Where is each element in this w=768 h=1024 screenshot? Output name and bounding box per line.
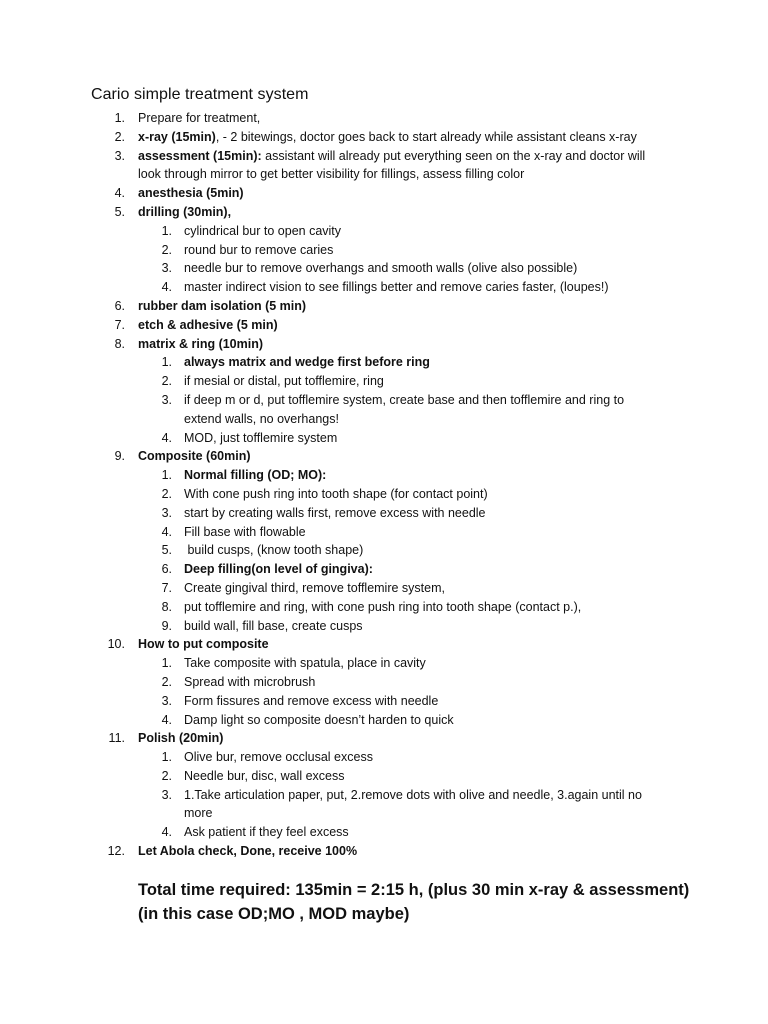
item-text bbox=[138, 316, 668, 335]
list-item bbox=[0, 147, 768, 185]
item-plain-text: Prepare for treatment, bbox=[138, 111, 261, 125]
total-time-summary bbox=[138, 878, 698, 926]
item-bold-text: rubber dam isolation (5 min) bbox=[138, 298, 307, 313]
item-number: 2. bbox=[161, 674, 172, 689]
sub-list-item bbox=[0, 767, 768, 786]
sub-list-item bbox=[0, 560, 768, 579]
item-text bbox=[184, 711, 654, 730]
item-text bbox=[184, 767, 654, 786]
item-bold-text: Let Abola check, Done, receive 100% bbox=[138, 844, 358, 859]
sub-list-item bbox=[0, 617, 768, 636]
item-text bbox=[184, 278, 654, 297]
item-text bbox=[184, 748, 654, 767]
item-plain-text: Ask patient if they feel excess bbox=[184, 825, 349, 840]
item-number: 4. bbox=[161, 524, 172, 539]
sub-list-item bbox=[0, 673, 768, 692]
item-plain-text: Fill base with flowable bbox=[184, 524, 306, 539]
item-number: 1. bbox=[161, 468, 172, 483]
item-plain-text: Spread with microbrush bbox=[184, 674, 316, 689]
item-number: 11. bbox=[108, 731, 125, 746]
item-bold-text: How to put composite bbox=[138, 637, 269, 652]
item-plain-text: round bur to remove caries bbox=[184, 242, 334, 257]
sub-list-item bbox=[0, 541, 768, 560]
item-text bbox=[184, 654, 654, 673]
item-number: 4. bbox=[161, 825, 172, 840]
list-item bbox=[0, 635, 768, 654]
item-number: 6. bbox=[114, 298, 125, 313]
item-text bbox=[184, 673, 654, 692]
item-bold-text: x-ray (15min) bbox=[138, 129, 216, 144]
item-number: 4. bbox=[161, 280, 172, 295]
item-bold-text: assessment (15min): bbox=[138, 148, 262, 163]
item-text bbox=[138, 184, 668, 203]
list-item bbox=[0, 447, 768, 466]
item-number: 3. bbox=[114, 148, 125, 163]
item-number: 3. bbox=[161, 505, 172, 520]
item-text bbox=[184, 541, 654, 560]
item-plain-text: assistant will already put everything seen on the x-ray and doctor will look through mirror to get better visibility for fillings, assess filling color bbox=[138, 148, 649, 182]
item-plain-text: Form fissures and remove excess with needle bbox=[184, 693, 439, 708]
item-plain-text: build wall, fill base, create cusps bbox=[184, 618, 363, 633]
item-plain-text: put tofflemire and ring, with cone push ring into tooth shape (contact p.), bbox=[184, 599, 582, 614]
item-plain-text: MOD, just tofflemire system bbox=[184, 430, 338, 445]
item-plain-text: , - 2 bitewings, doctor goes back to start already while assistant cleans x-ray bbox=[215, 129, 637, 144]
item-bold-text: matrix & ring (10min) bbox=[138, 336, 264, 351]
item-text bbox=[184, 372, 654, 391]
sub-list-item bbox=[0, 485, 768, 504]
item-bold-text: drilling (30min), bbox=[138, 204, 232, 219]
list-item bbox=[0, 203, 768, 222]
sub-list-item bbox=[0, 241, 768, 260]
item-plain-text: start by creating walls first, remove excess with needle bbox=[184, 505, 486, 520]
item-plain-text: With cone push ring into tooth shape (for contact point) bbox=[184, 486, 488, 501]
list-item bbox=[0, 335, 768, 354]
sub-list-item bbox=[0, 579, 768, 598]
item-text bbox=[184, 692, 654, 711]
sub-list-item bbox=[0, 504, 768, 523]
sub-list-item bbox=[0, 466, 768, 485]
item-plain-text: Olive bur, remove occlusal excess bbox=[184, 750, 373, 765]
item-text bbox=[184, 259, 654, 278]
item-text bbox=[138, 335, 668, 354]
sub-list-item bbox=[0, 786, 768, 824]
item-number: 4. bbox=[114, 186, 125, 201]
sub-list-item bbox=[0, 372, 768, 391]
item-plain-text: needle bur to remove overhangs and smooth walls (olive also possible) bbox=[184, 261, 578, 276]
sub-list-item bbox=[0, 711, 768, 730]
item-text bbox=[184, 598, 654, 617]
item-text bbox=[138, 203, 668, 222]
item-plain-text: cylindrical bur to open cavity bbox=[184, 223, 342, 238]
item-text bbox=[184, 786, 654, 824]
item-number: 6. bbox=[161, 562, 172, 577]
total-time-note: (in this case OD;MO , MOD maybe) bbox=[138, 905, 410, 923]
sub-list-item bbox=[0, 692, 768, 711]
item-plain-text: if mesial or distal, put tofflemire, ring bbox=[184, 374, 384, 389]
sub-list-item bbox=[0, 748, 768, 767]
item-number: 2. bbox=[161, 374, 172, 389]
item-text bbox=[138, 729, 668, 748]
item-text bbox=[138, 128, 668, 147]
item-number: 9. bbox=[114, 449, 125, 464]
item-text bbox=[184, 241, 654, 260]
item-number: 2. bbox=[161, 486, 172, 501]
item-number: 5. bbox=[161, 543, 172, 558]
list-item bbox=[0, 297, 768, 316]
item-text bbox=[138, 147, 668, 185]
sub-list-item bbox=[0, 278, 768, 297]
item-bold-text: Deep filling(on level of gingiva): bbox=[184, 562, 373, 577]
item-plain-text: master indirect vision to see fillings better and remove caries faster, (loupes!) bbox=[184, 280, 609, 295]
item-text bbox=[138, 109, 668, 128]
item-bold-text: always matrix and wedge first before ring bbox=[184, 355, 430, 370]
item-text bbox=[184, 222, 654, 241]
sub-list-item bbox=[0, 222, 768, 241]
item-text bbox=[184, 823, 654, 842]
item-text bbox=[184, 353, 654, 372]
item-number: 1. bbox=[161, 750, 172, 765]
item-number: 2. bbox=[161, 242, 172, 257]
item-plain-text: build cusps, (know tooth shape) bbox=[184, 543, 364, 558]
item-number: 8. bbox=[114, 336, 125, 351]
item-text bbox=[138, 842, 668, 861]
item-number: 8. bbox=[161, 599, 172, 614]
item-plain-text: 1.Take articulation paper, put, 2.remove dots with olive and needle, 3.again until no more bbox=[184, 787, 646, 821]
item-number: 1. bbox=[161, 355, 172, 370]
list-item bbox=[0, 128, 768, 147]
item-number: 3. bbox=[161, 787, 172, 802]
item-number: 4. bbox=[161, 430, 172, 445]
item-number: 12. bbox=[107, 844, 125, 859]
item-text bbox=[184, 560, 654, 579]
item-bold-text: Normal filling (OD; MO): bbox=[184, 468, 327, 483]
item-text bbox=[184, 617, 654, 636]
item-text bbox=[184, 504, 654, 523]
list-item bbox=[0, 109, 768, 128]
sub-list-item bbox=[0, 391, 768, 429]
list-item bbox=[0, 729, 768, 748]
item-number: 4. bbox=[161, 712, 172, 727]
item-number: 1. bbox=[161, 223, 172, 238]
sub-list-item bbox=[0, 259, 768, 278]
item-plain-text: if deep m or d, put tofflemire system, create base and then tofflemire and ring to extend walls, no overhangs! bbox=[184, 392, 628, 426]
item-bold-text: Composite (60min) bbox=[138, 449, 251, 464]
item-number: 3. bbox=[161, 693, 172, 708]
item-number: 5. bbox=[114, 204, 125, 219]
sub-list-item bbox=[0, 429, 768, 448]
item-text bbox=[138, 447, 668, 466]
sub-list-item bbox=[0, 523, 768, 542]
item-text bbox=[184, 466, 654, 485]
treatment-steps-list bbox=[0, 109, 768, 861]
item-text bbox=[184, 523, 654, 542]
list-item bbox=[0, 184, 768, 203]
item-number: 2. bbox=[114, 129, 125, 144]
item-number: 7. bbox=[161, 580, 172, 595]
item-bold-text: Polish (20min) bbox=[138, 731, 224, 746]
item-plain-text: Damp light so composite doesn’t harden to quick bbox=[184, 712, 454, 727]
item-number: 3. bbox=[161, 261, 172, 276]
item-text bbox=[184, 579, 654, 598]
document-title: Cario simple treatment system bbox=[91, 86, 309, 103]
item-plain-text: Needle bur, disc, wall excess bbox=[184, 768, 345, 783]
item-number: 2. bbox=[161, 768, 172, 783]
sub-list-item bbox=[0, 823, 768, 842]
item-plain-text: Create gingival third, remove tofflemire system, bbox=[184, 580, 445, 595]
list-item bbox=[0, 842, 768, 861]
item-bold-text: anesthesia (5min) bbox=[138, 186, 244, 201]
item-number: 10. bbox=[107, 637, 125, 652]
item-bold-text: etch & adhesive (5 min) bbox=[138, 317, 278, 332]
item-number: 9. bbox=[161, 618, 172, 633]
item-text bbox=[138, 297, 668, 316]
item-number: 1. bbox=[161, 656, 172, 671]
item-text bbox=[184, 391, 654, 429]
item-plain-text: Take composite with spatula, place in cavity bbox=[184, 656, 426, 671]
sub-list-item bbox=[0, 598, 768, 617]
item-number: 1. bbox=[114, 111, 125, 125]
item-text bbox=[184, 485, 654, 504]
sub-list-item bbox=[0, 353, 768, 372]
list-item bbox=[0, 316, 768, 335]
item-text bbox=[138, 635, 668, 654]
item-text bbox=[184, 429, 654, 448]
sub-list-item bbox=[0, 654, 768, 673]
total-time-line: Total time required: 135min = 2:15 h, (plus 30 min x-ray & assessment) bbox=[138, 881, 690, 899]
item-number: 7. bbox=[114, 317, 125, 332]
item-number: 3. bbox=[161, 392, 172, 407]
